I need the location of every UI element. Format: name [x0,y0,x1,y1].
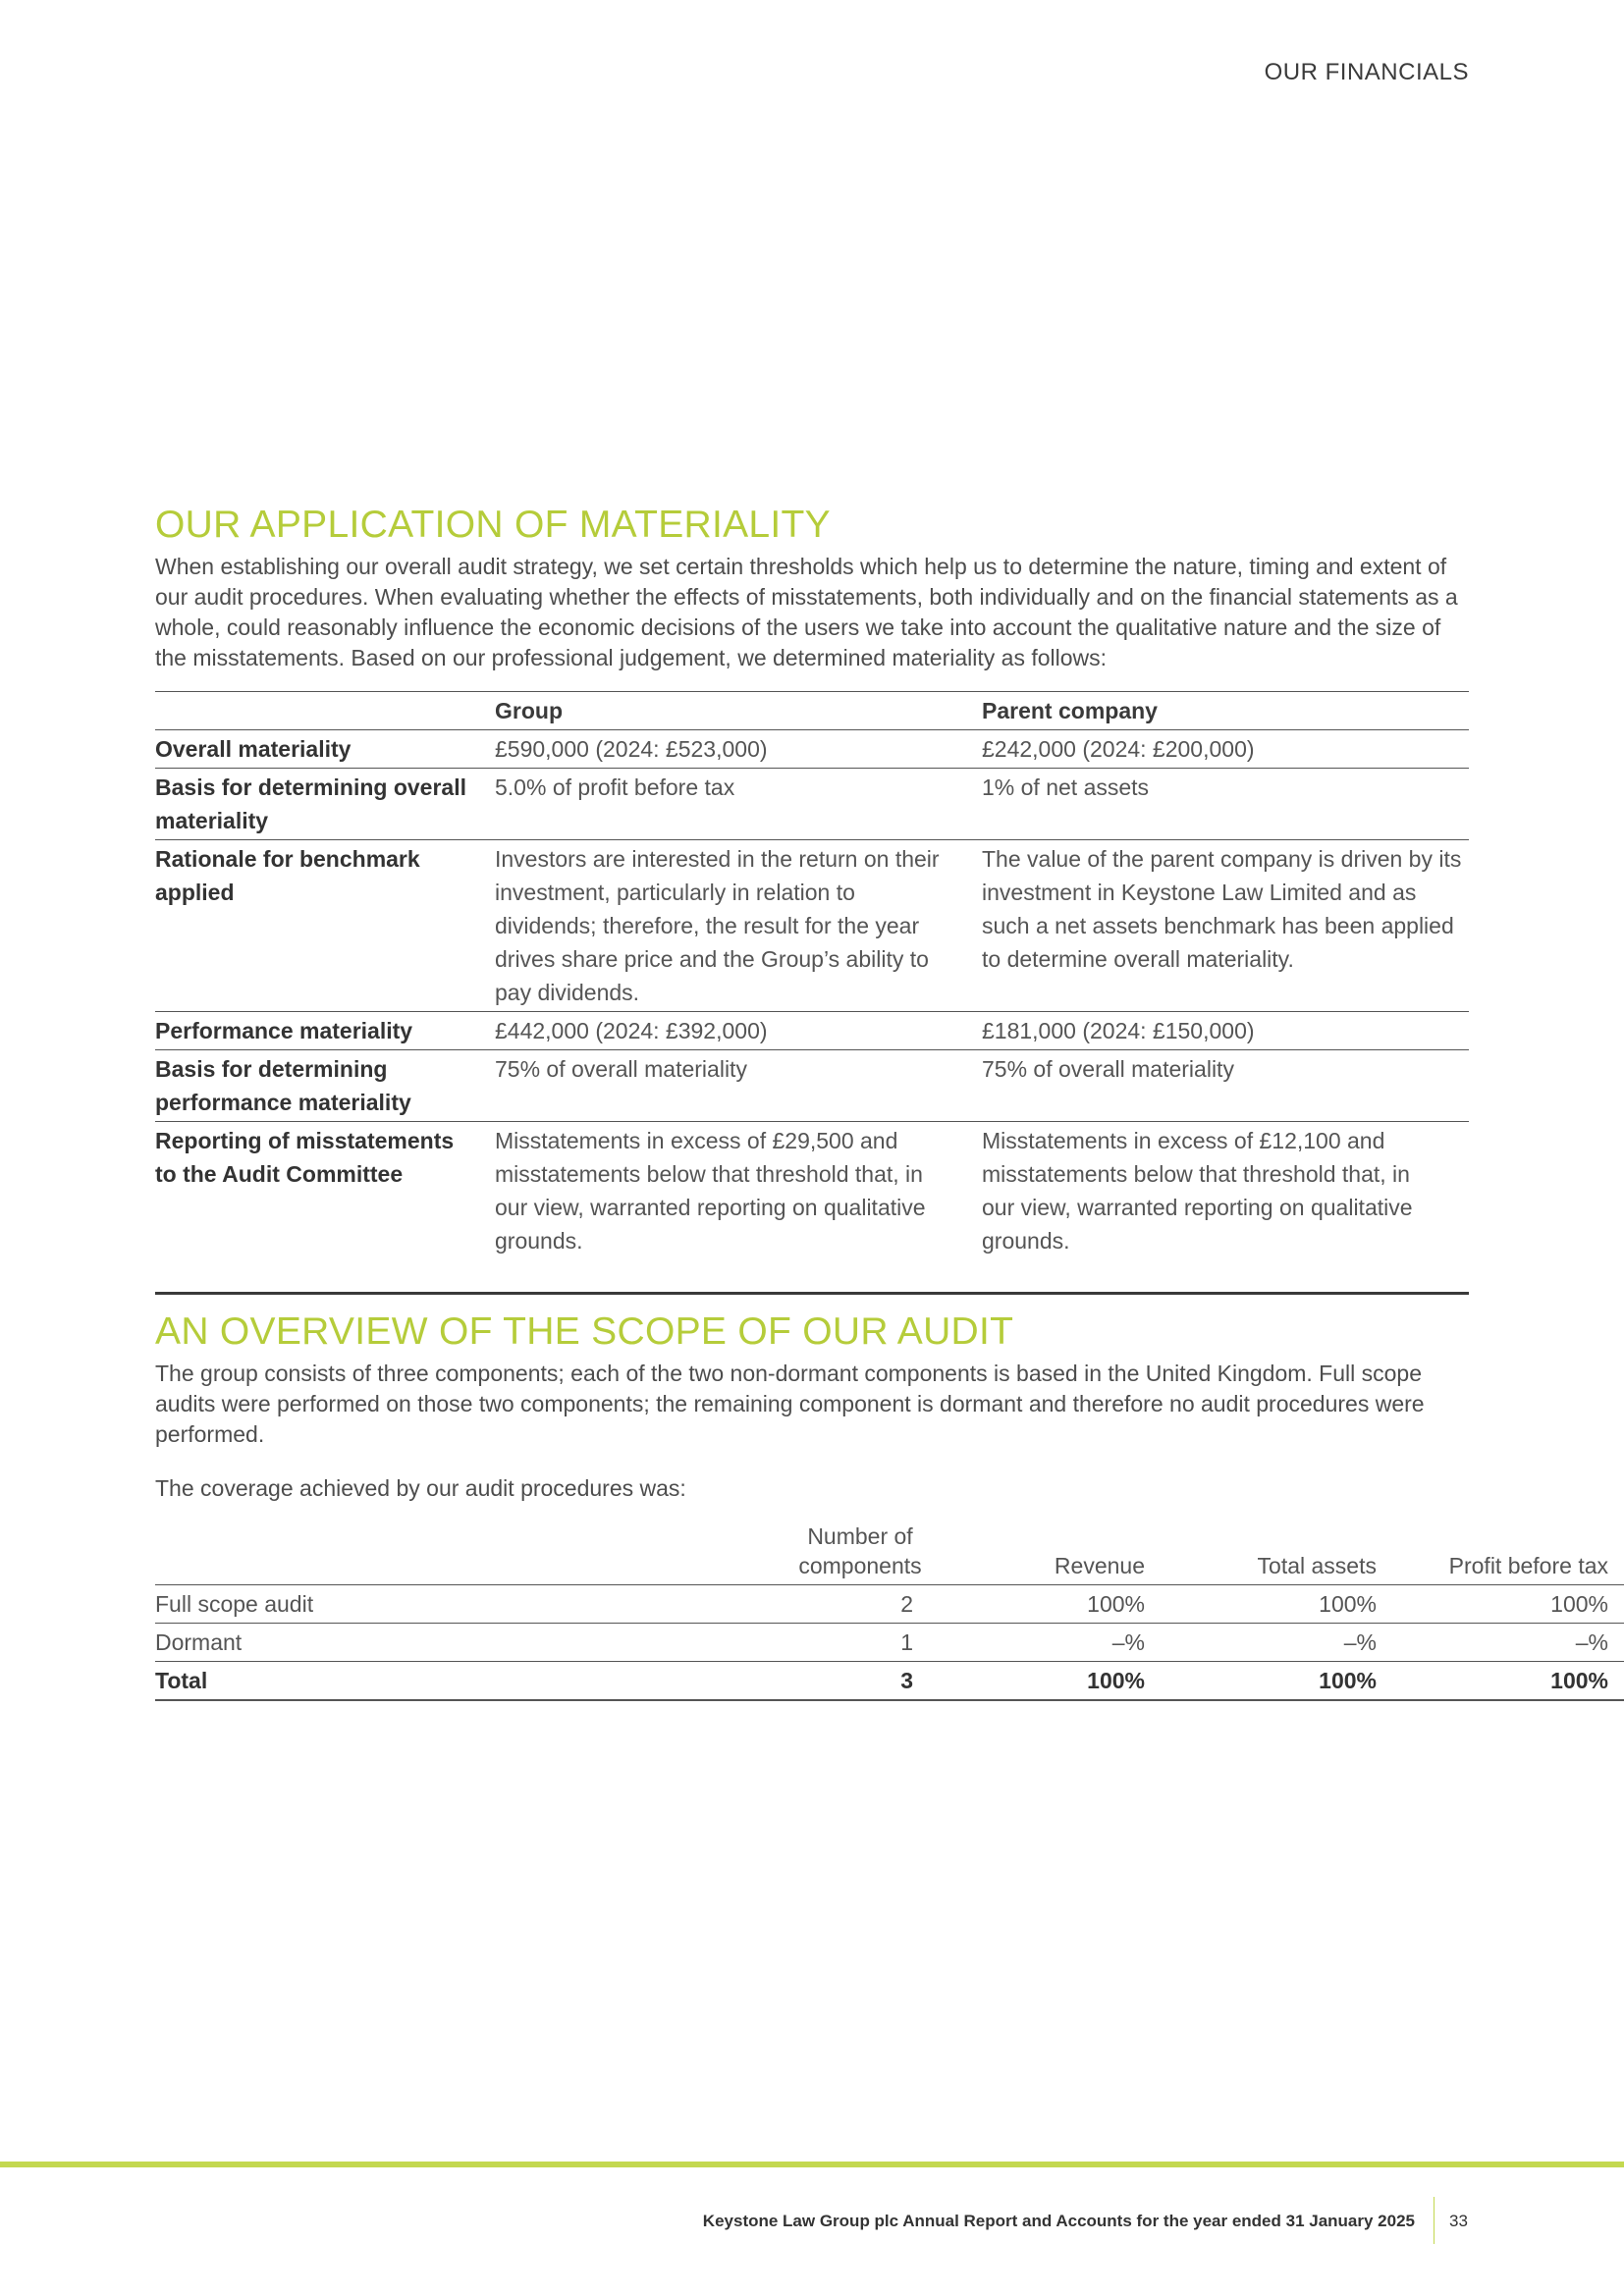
footer-accent-bar [0,2162,1624,2167]
coverage-intro: The coverage achieved by our audit procedures was: [155,1475,686,1501]
total-row [155,1662,1624,1701]
table-row [155,1585,1624,1624]
row-label: Basis for determining overall materiality [155,774,466,833]
row-assets: 100% [1319,1668,1377,1693]
scope-section [155,1309,1608,1701]
scope-heading: AN OVERVIEW OF THE SCOPE OF OUR AUDIT [155,1310,1014,1353]
coverage-header-row [155,1522,1624,1585]
table-row [155,1012,1469,1050]
row-label: Total [155,1668,208,1693]
table-row [155,1050,1469,1122]
row-profit: –% [1575,1629,1608,1655]
row-parent-value: 75% of overall materiality [982,1056,1234,1082]
row-label: Rationale for benchmark applied [155,846,420,905]
table-row [155,1122,1469,1260]
table-row [155,769,1469,840]
header-blank [155,692,495,730]
row-label: Full scope audit [155,1591,314,1617]
table-row [155,1624,1624,1662]
materiality-heading: OUR APPLICATION OF MATERIALITY [155,504,831,546]
row-group-value: Investors are interested in the return on their investment, particularly in relation to dividends; therefore, the result for the year drives share price and the Group’s ability to pay dividends. [495,846,940,1005]
footer-title: Keystone Law Group plc Annual Report and Accounts for the year ended 31 January 2025 [702,2212,1415,2230]
row-label: Overall materiality [155,736,352,762]
row-parent-value: £242,000 (2024: £200,000) [982,736,1255,762]
row-profit: 100% [1550,1591,1608,1617]
row-label: Performance materiality [155,1018,413,1043]
row-group-value: £590,000 (2024: £523,000) [495,736,768,762]
row-group-value: Misstatements in excess of £29,500 and misstatements below that threshold that, in our view, warranted reporting on qualitative grounds. [495,1128,926,1254]
header-parent: Parent company [982,698,1158,723]
header-total-assets: Total assets [1257,1553,1377,1578]
row-components: 2 [900,1591,913,1617]
page-number: 33 [1449,2212,1468,2230]
footer-divider [1434,2197,1435,2244]
row-assets: 100% [1319,1591,1377,1617]
section-divider [155,1292,1469,1295]
materiality-intro: When establishing our overall audit strategy, we set certain thresholds which help us to determine the nature, timing and extent of our audit procedures. When evaluating whether the effects of misstatements, both individually and on the financial statements as a whole, could reasonably influence the economic decisions of the users we take into account the qualitative nature and the size of the misstatements. Based on our professional judgement, we determined materiality as follows: [155,554,1458,670]
header-revenue: Revenue [1054,1553,1145,1578]
row-components: 1 [900,1629,913,1655]
header-blank [155,1522,619,1585]
coverage-table [155,1522,1624,1701]
materiality-table [155,691,1469,1259]
table-header-row [155,692,1469,730]
row-group-value: £442,000 (2024: £392,000) [495,1018,768,1043]
table-row [155,840,1469,1012]
row-parent-value: £181,000 (2024: £150,000) [982,1018,1255,1043]
row-group-value: 5.0% of profit before tax [495,774,735,800]
materiality-section [155,503,1469,1259]
row-revenue: 100% [1087,1591,1145,1617]
row-parent-value: The value of the parent company is driven by its investment in Keystone Law Limited and as such a net assets benchmark has been applied to determine overall materiality. [982,846,1462,972]
row-parent-value: 1% of net assets [982,774,1150,800]
section-label: OUR FINANCIALS [1264,59,1469,85]
row-components: 3 [900,1668,913,1693]
header-components: Number of components [798,1523,922,1578]
row-revenue: –% [1111,1629,1145,1655]
header-profit: Profit before tax [1448,1553,1608,1578]
row-group-value: 75% of overall materiality [495,1056,747,1082]
row-assets: –% [1343,1629,1377,1655]
row-parent-value: Misstatements in excess of £12,100 and misstatements below that threshold that, in our view, warranted reporting on qualitative grounds. [982,1128,1413,1254]
row-label: Basis for determining performance materiality [155,1056,411,1115]
header-group: Group [495,698,563,723]
row-revenue: 100% [1087,1668,1145,1693]
scope-intro: The group consists of three components; each of the two non-dormant components is based in the United Kingdom. Full scope audits were performed on those two components; the remaining component is dormant and therefore no audit procedures were performed. [155,1361,1425,1447]
row-profit: 100% [1550,1668,1608,1693]
row-label: Dormant [155,1629,243,1655]
row-label: Reporting of misstatements to the Audit Committee [155,1128,455,1187]
table-row [155,730,1469,769]
